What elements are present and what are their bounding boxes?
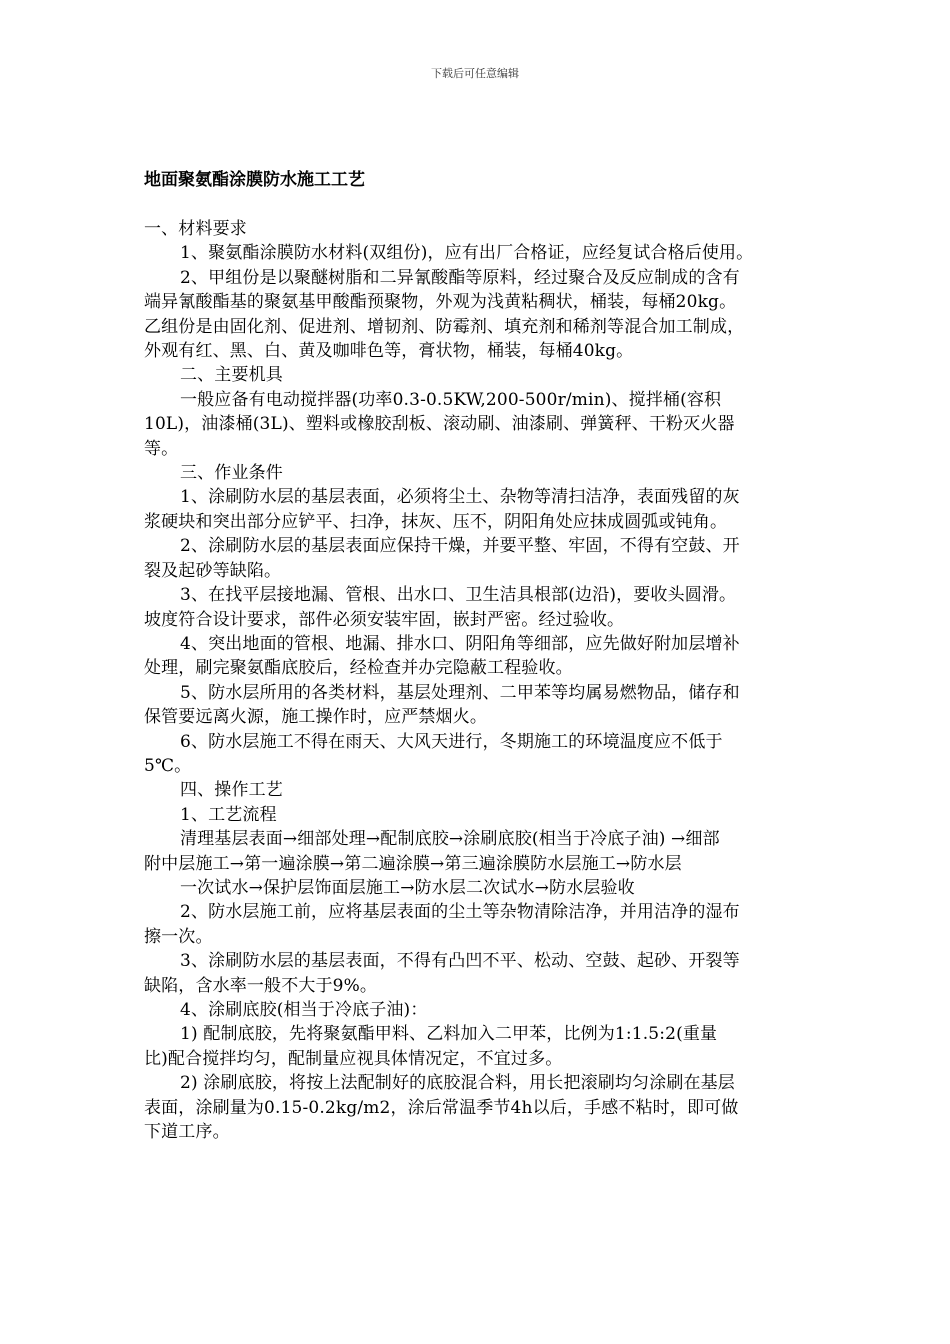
- text-line: 表面，涂刷量为0.15-0.2kg/m2，涂后常温季节4h以后，手感不粘时，即可做: [144, 1097, 739, 1118]
- text-line: 5、防水层所用的各类材料，基层处理剂、二甲苯等均属易燃物品，储存和: [180, 682, 740, 703]
- text-line: 擦一次。: [144, 926, 213, 947]
- document-title: 地面聚氨酯涂膜防水施工工艺: [144, 170, 365, 190]
- text-line: 一次试水→保护层饰面层施工→防水层二次试水→防水层验收: [180, 877, 635, 898]
- text-line: 缺陷，含水率一般不大于9%。: [144, 975, 378, 996]
- text-line: 3、涂刷防水层的基层表面，不得有凸凹不平、松动、空鼓、起砂、开裂等: [180, 951, 740, 972]
- text-line: 5℃。: [144, 755, 192, 776]
- text-line: 坡度符合设计要求，部件必须安装牢固，嵌封严密。经过验收。: [144, 609, 625, 630]
- text-line: 4、突出地面的管根、地漏、排水口、阴阳角等细部，应先做好附加层增补: [180, 633, 740, 654]
- text-line: 外观有红、黑、白、黄及咖啡色等，膏状物，桶装，每桶40kg。: [144, 341, 634, 362]
- text-line: 2、涂刷防水层的基层表面应保持干燥，并要平整、牢固，不得有空鼓、开: [180, 536, 740, 557]
- text-line: 1、涂刷防水层的基层表面，必须将尘土、杂物等清扫洁净，表面残留的灰: [180, 487, 740, 508]
- text-line: 1、聚氨酯涂膜防水材料(双组份)，应有出厂合格证，应经复试合格后使用。: [180, 243, 754, 264]
- text-line: 端异氰酸酯基的聚氨基甲酸酯预聚物，外观为浅黄粘稠状，桶装，每桶20kg。: [144, 292, 737, 313]
- text-line: 等。: [144, 438, 179, 459]
- text-line: 2) 涂刷底胶，将按上法配制好的底胶混合料，用长把滚刷均匀涂刷在基层: [180, 1073, 735, 1094]
- text-line: 处理，刷完聚氨酯底胶后，经检查并办完隐蔽工程验收。: [144, 658, 573, 679]
- text-line: 1、工艺流程: [180, 804, 277, 825]
- text-line: 附中层施工→第一遍涂膜→第二遍涂膜→第三遍涂膜防水层施工→防水层: [144, 853, 682, 874]
- text-line: 3、在找平层接地漏、管根、出水口、卫生洁具根部(边沿)，要收头圆滑。: [180, 585, 737, 606]
- document-body: [144, 168, 810, 1144]
- text-line: 裂及起砂等缺陷。: [144, 560, 282, 581]
- text-line: 2、防水层施工前，应将基层表面的尘土等杂物清除洁净，并用洁净的湿布: [180, 902, 740, 923]
- text-line: 比)配合搅拌均匀，配制量应视具体情况定，不宜过多。: [144, 1048, 563, 1069]
- text-line: 清理基层表面→细部处理→配制底胶→涂刷底胶(相当于冷底子油) →细部: [180, 829, 720, 850]
- text-line: 4、涂刷底胶(相当于冷底子油)：: [180, 1000, 428, 1020]
- text-line: 二、主要机具: [180, 365, 283, 386]
- text-line: 一般应备有电动搅拌器(功率0.3-0.5KW,200-500r/min)、搅拌桶(容积: [180, 389, 722, 410]
- text-line: 2、甲组份是以聚醚树脂和二异氰酸酯等原料，经过聚合及反应制成的含有: [180, 267, 740, 288]
- page-header-note: 下载后可任意编辑: [431, 67, 519, 80]
- text-line: 一、材料要求: [144, 219, 247, 239]
- text-line: 6、防水层施工不得在雨天、大风天进行，冬期施工的环境温度应不低于: [180, 731, 723, 752]
- text-line: 乙组份是由固化剂、促进剂、增韧剂、防霉剂、填充剂和稀剂等混合加工制成，: [144, 316, 745, 337]
- text-line: 保管要远离火源，施工操作时，应严禁烟火。: [144, 707, 487, 728]
- document-text: [144, 217, 810, 1144]
- text-line: 下道工序。: [144, 1122, 230, 1143]
- text-line: 三、作业条件: [180, 463, 283, 484]
- text-line: 1) 配制底胶，先将聚氨酯甲料、乙料加入二甲苯，比例为1:1.5:2(重量: [180, 1024, 718, 1045]
- text-line: 四、操作工艺: [180, 780, 283, 801]
- title-spacer: [144, 192, 810, 217]
- text-line: 10L)，油漆桶(3L)、塑料或橡胶刮板、滚动刷、油漆刷、弹簧秤、干粉灭火器: [144, 414, 735, 435]
- text-line: 浆硬块和突出部分应铲平、扫净，抹灰、压不，阴阳角处应抹成圆弧或钝角。: [144, 511, 728, 532]
